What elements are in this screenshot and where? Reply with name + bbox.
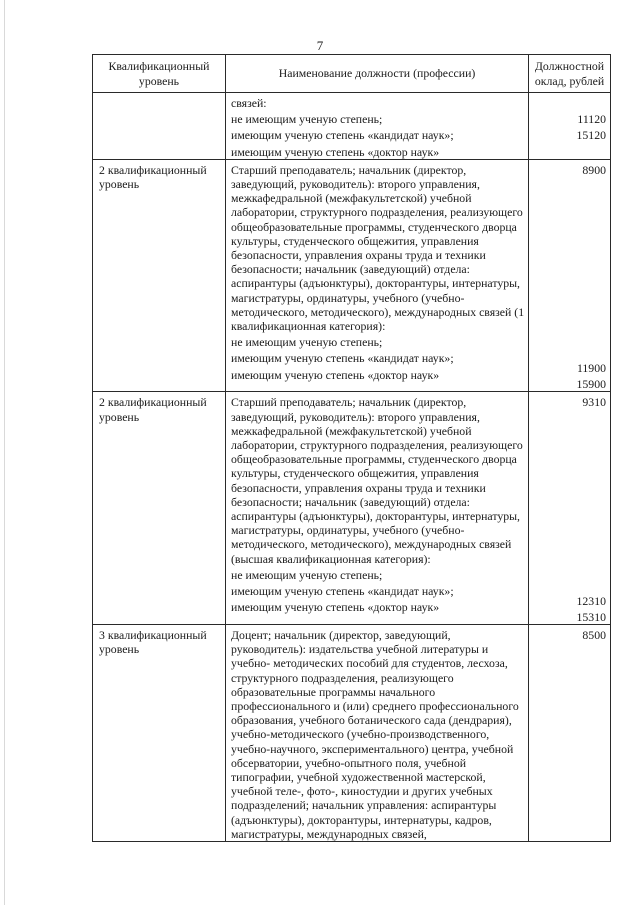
level-cell: 3 квалификационный уровень bbox=[93, 625, 226, 842]
salary-cell bbox=[529, 159, 611, 392]
salary-value: 15310 bbox=[576, 609, 606, 624]
salary-table bbox=[92, 54, 611, 842]
salary-cell bbox=[529, 625, 611, 842]
salary-value: 11900 bbox=[576, 361, 606, 376]
position-cell bbox=[226, 93, 529, 160]
degree-line: имеющим ученую степень «кандидат наук»; bbox=[231, 584, 454, 599]
degree-line: не имеющим ученую степень; bbox=[231, 567, 383, 582]
position-description: Старший преподаватель; начальник (директор, заведующий, руководитель): второго управления, межкафедральной (межфакультетской) учебной лаборатории, структурного подразделения, реализующего общеобразовательные программы, студенческого дворца культуры, студенческого общежития, управления безопасности, управления охраны труда и техники безопасности; начальник (заведующий) отдела: аспирантуры (адъюнктуры), докторантуры, интернатуры, магистратуры, ординатуры, учебного (учебно-методического, методического), международных связей (высшая квалификационная категория): bbox=[231, 395, 523, 566]
scan-edge-line bbox=[4, 0, 5, 905]
salary-cell bbox=[529, 93, 611, 160]
table-header-row bbox=[93, 55, 611, 93]
header-salary: Должностной оклад, рублей bbox=[529, 55, 611, 93]
position-description: Доцент; начальник (директор, заведующий, руководитель): издательства учебной литературы и учебно- методических пособий для студентов, лесхоза, структурного подразделения, реализующего образовательные программы начального профессионального и (или) среднего профессионального образования, учебного ботанического сада (дендрария), учебно-методического (учебно-производственного, учебно-научного, экспериментального) центра, учебной обсерватории, учебно-опытного поля, учебной типографии, учебной художественной мастерской, учебной теле-, фото-, киностудии и других учебных подразделений; начальник управления: аспирантуры (адъюнктуры), докторантуры, интернатуры, кадров, магистратуры, международных связей, bbox=[231, 628, 519, 841]
salary-value: 9310 bbox=[582, 395, 606, 410]
page-number: 7 bbox=[316, 38, 324, 53]
degree-line: имеющим ученую степень «кандидат наук»; bbox=[231, 351, 454, 366]
degree-line: не имеющим ученую степень; bbox=[231, 335, 383, 350]
salary-value: 11120 bbox=[577, 112, 606, 126]
level-cell bbox=[93, 93, 226, 160]
header-level: Квалификационный уровень bbox=[93, 55, 226, 93]
level-cell: 2 квалификационный уровень bbox=[93, 159, 226, 392]
salary-value: 8500 bbox=[582, 628, 606, 643]
table-row bbox=[93, 93, 611, 160]
position-description: Старший преподаватель; начальник (директор, заведующий, руководитель): второго управления, межкафедральной (межфакультетской) учебной лаборатории, структурного подразделения, реализующего общеобразовательные программы, студенческого дворца культуры, студенческого общежития, управления безопасности, управления охраны труда и техники безопасности; начальник (заведующий) отдела: аспирантуры (адъюнктуры), докторантуры, интернатуры, магистратуры, ординатуры, учебного (учебно-методического, методического), международных связей (1 квалификационная категория): bbox=[231, 162, 525, 334]
table-row bbox=[93, 625, 611, 842]
salary-value: 15900 bbox=[576, 377, 606, 392]
position-description: связей: bbox=[231, 96, 267, 110]
degree-line: имеющим ученую степень «доктор наук» bbox=[231, 144, 440, 159]
table-row bbox=[93, 159, 611, 392]
degree-line: имеющим ученую степень «доктор наук» bbox=[231, 367, 440, 382]
degree-line: имеющим ученую степень «доктор наук» bbox=[231, 600, 440, 615]
level-cell: 2 квалификационный уровень bbox=[93, 392, 226, 625]
table-row bbox=[93, 392, 611, 625]
degree-line: не имеющим ученую степень; bbox=[231, 112, 383, 127]
salary-value: 8900 bbox=[582, 162, 606, 177]
header-position: Наименование должности (профессии) bbox=[226, 55, 529, 93]
salary-value: 15120 bbox=[576, 128, 606, 143]
salary-value: 12310 bbox=[576, 593, 606, 608]
salary-cell bbox=[529, 392, 611, 625]
degree-line: имеющим ученую степень «кандидат наук»; bbox=[231, 128, 454, 143]
position-cell bbox=[226, 159, 529, 392]
position-cell bbox=[226, 625, 529, 842]
position-cell bbox=[226, 392, 529, 625]
